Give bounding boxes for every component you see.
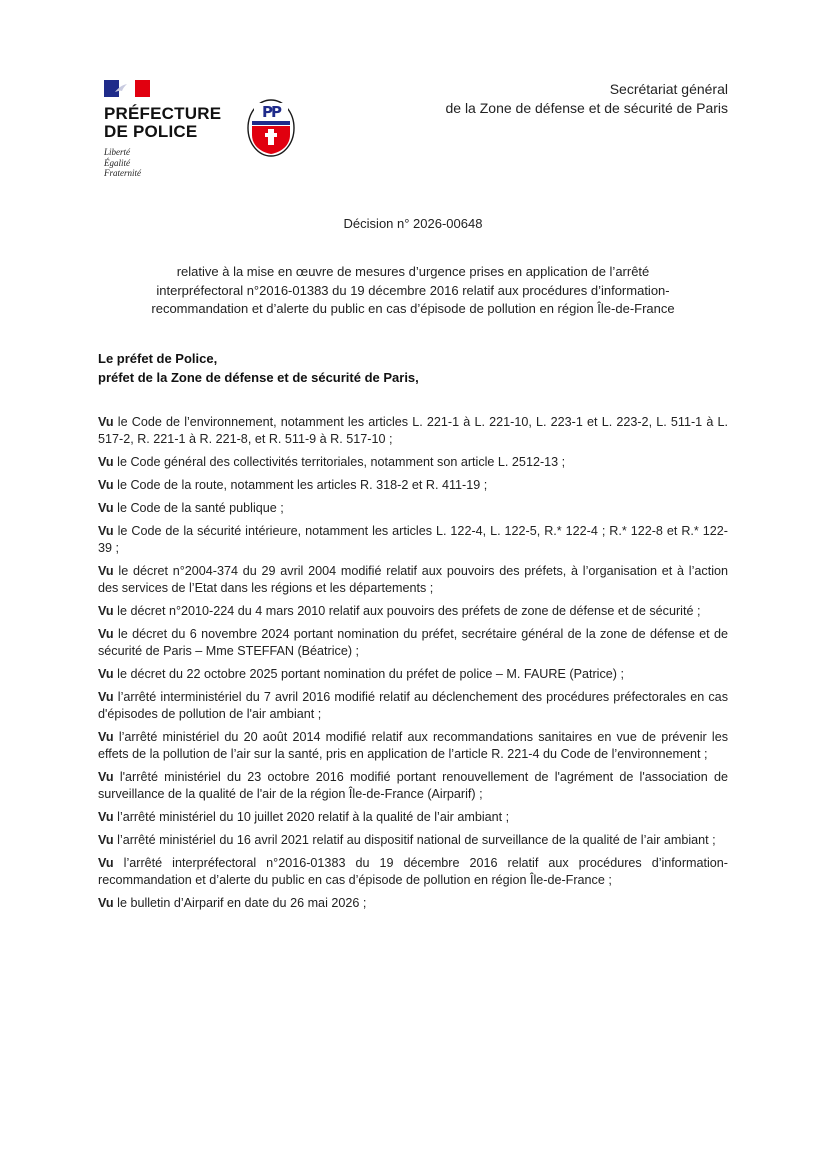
legal-basis-text: le décret n°2010-224 du 4 mars 2010 relatif aux pouvoirs des préfets de zone de défense et de sécurité ; [113,604,701,618]
legal-basis-text: le Code général des collectivités territoriales, notamment son article L. 2512-13 ; [113,455,566,469]
vu-keyword: Vu [98,690,114,704]
issuing-service [445,80,728,118]
vu-keyword: Vu [98,524,114,538]
legal-basis-text: l’arrêté ministériel du 10 juillet 2020 relatif à la qualité de l’air ambiant ; [113,810,510,824]
legal-basis-text: l’arrêté ministériel du 20 août 2014 modifié relatif aux recommandations sanitaires en vue de prévenir les effets de la pollution de l’air sur la santé, pris en application de l’article R. 221-4 du Code de l’environnement ; [98,730,728,761]
legal-basis-text: le Code de la sécurité intérieure, notamment les articles L. 122-4, L. 122-5, R.* 122-4 ; R.* 122-8 et R.* 122-39 ; [98,524,728,555]
issuing-service-line2: de la Zone de défense et de sécurité de Paris [445,100,728,116]
subject-line: relative à la mise en œuvre de mesures d’urgence prises en application de l’arrêté [176,264,650,279]
motto-fraternite: Fraternité [104,168,141,178]
vu-keyword: Vu [98,455,114,469]
legal-basis-item [98,666,728,683]
legal-basis-item [98,563,728,597]
authority-line1: Le préfet de Police, [98,351,218,366]
decision-number: Décision n° 2026-00648 [343,216,483,231]
vu-keyword: Vu [98,833,114,847]
legal-basis-text: le décret du 22 octobre 2025 portant nomination du préfet de police – M. FAURE (Patrice) ; [113,667,624,681]
legal-basis-item [98,855,728,889]
vu-keyword: Vu [98,667,114,681]
issuing-service-line1: Secrétariat général [609,81,728,97]
vu-keyword: Vu [98,478,114,492]
vu-keyword: Vu [98,896,114,910]
seal-initials: PP [262,103,280,121]
authority-heading [98,350,419,387]
legal-basis-text: l’arrêté ministériel du 16 avril 2021 relatif au dispositif national de surveillance de la qualité de l’air ambiant ; [113,833,716,847]
legal-basis-item [98,454,728,471]
subject-line: interpréfectoral n°2016-01383 du 19 décembre 2016 relatif aux procédures d’information- [156,282,670,298]
legal-basis-text: le bulletin d’Airparif en date du 26 mai 2026 ; [113,896,367,910]
prefecture-logo [104,80,224,179]
vu-keyword: Vu [98,564,114,578]
vu-keyword: Vu [98,604,114,618]
legal-basis-item [98,500,728,517]
vu-keyword: Vu [98,627,114,641]
motto-egalite: Égalité [104,157,130,168]
legal-basis-item [98,895,728,912]
authority-line2: préfet de la Zone de défense et de sécurité de Paris, [98,369,419,385]
legal-basis-item [98,626,728,660]
vu-keyword: Vu [98,415,114,429]
subject-line: recommandation et d’alerte du public en cas d’épisode de pollution en région Île-de-France [151,301,675,316]
motto-liberte: Liberté [104,147,130,157]
vu-keyword: Vu [98,856,114,870]
legal-basis-item [98,769,728,803]
vu-keyword: Vu [98,810,114,824]
prefecture-name-line2: DE POLICE [104,122,198,141]
legal-basis-text: le Code de l’environnement, notamment les articles L. 221-1 à L. 221-10, L. 223-1 et L. 223-2, L. 511-1 à L. 517-2, R. 221-1 à R. 221-8, et R. 511-9 à R. 517-10 ; [98,415,728,446]
legal-basis-text: l'arrêté ministériel du 23 octobre 2016 modifié portant renouvellement de l'agrément de l'association de surveillance de la qualité de l'air de la région Île-de-France (Airparif) ; [98,770,728,801]
legal-basis-item [98,809,728,826]
legal-basis-item [98,689,728,723]
legal-basis-text: l’arrêté interministériel du 7 avril 2016 modifié relatif au déclenchement des procédures préfectorales en cas d'épisodes de pollution de l'air ambiant ; [98,690,728,721]
police-seal-icon [246,97,296,162]
legal-basis-text: le décret du 6 novembre 2024 portant nomination du préfet, secrétaire général de la zone de défense et de sécurité de Paris – Mme STEFFAN (Béatrice) ; [98,627,728,658]
legal-basis-text: le Code de la santé publique ; [113,501,284,515]
vu-keyword: Vu [98,730,114,744]
legal-basis-list [98,414,728,918]
legal-basis-text: le Code de la route, notamment les articles R. 318-2 et R. 411-19 ; [113,478,488,492]
legal-basis-item [98,832,728,849]
vu-keyword: Vu [98,501,114,515]
republic-motto [104,147,224,179]
legal-basis-item [98,603,728,620]
vu-keyword: Vu [98,770,114,784]
legal-basis-item [98,523,728,557]
legal-basis-item [98,414,728,448]
legal-basis-text: le décret n°2004-374 du 29 avril 2004 modifié relatif aux pouvoirs des préfets, à l’organisation et à l’action des services de l’Etat dans les régions et les départements ; [98,564,728,595]
decision-subject [98,263,728,319]
prefecture-name-line1: PRÉFECTURE [104,104,222,123]
legal-basis-text: l’arrêté interpréfectoral n°2016-01383 du 19 décembre 2016 relatif aux procédures d’information-recommandation et d’alerte du public en cas d’épisode de pollution en région Île-de-France ; [98,856,728,887]
french-flag-icon [104,80,150,97]
legal-basis-item [98,729,728,763]
legal-basis-item [98,477,728,494]
